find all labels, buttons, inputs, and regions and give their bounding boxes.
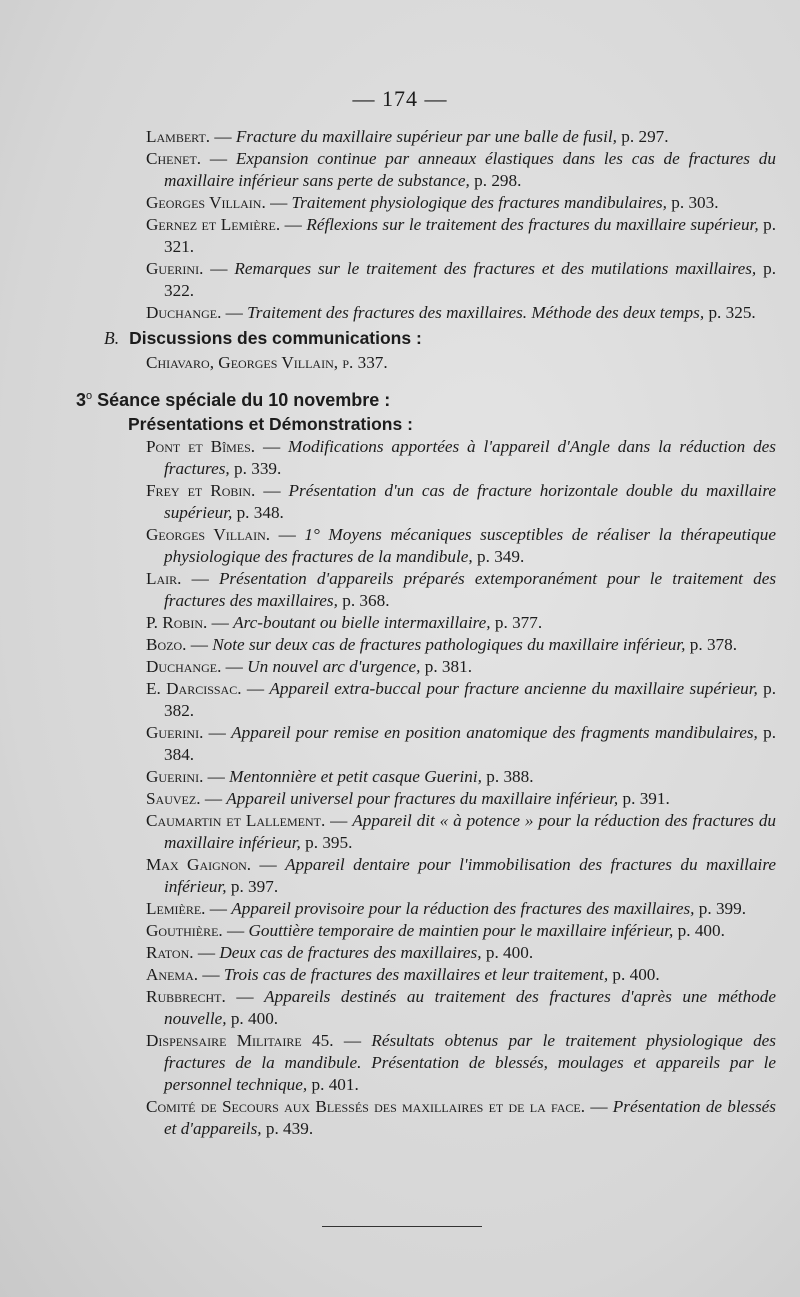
toc-entry: Lair. — Présentation d'appareils préparés extemporanément pour le traitement des fractures des maxillaires, p. 368. <box>146 569 777 610</box>
entry-title: Un nouvel arc d'urgence, <box>247 657 421 676</box>
entry-title: Appareil dit « à potence » pour la réduction des fractures du maxillaire inférieur, <box>164 811 777 852</box>
entry-author: Georges Villain. <box>146 525 271 544</box>
section-b-letter: B. <box>104 328 120 348</box>
entry-page: p. 297. <box>621 127 669 146</box>
entry-author: Lambert. <box>146 127 211 146</box>
entry-page: p. 400. <box>677 921 725 940</box>
toc-entry: Anema. — Trois cas de fractures des maxillaires et leur traitement, p. 400. <box>146 965 660 984</box>
section-3-ordinal: o <box>86 390 93 402</box>
toc-entry: Guerini. — Appareil pour remise en position anatomique des fragments mandibulaires, p. 384. <box>146 723 777 764</box>
section-3-title: Séance spéciale du 10 novembre : <box>97 390 391 410</box>
toc-entry: Guerini. — Mentonnière et petit casque Guerini, p. 388. <box>146 767 534 786</box>
toc-entry: Comité de Secours aux Blessés des maxillaires et de la face. — Présentation de blessés et d'appareils, p. 439. <box>146 1097 776 1138</box>
entry-page: p. 400. <box>612 965 660 984</box>
toc-entry: Bozo. — Note sur deux cas de fractures pathologiques du maxillaire inférieur, p. 378. <box>146 635 738 654</box>
section-3-number: 3 <box>76 390 87 410</box>
entry-author: Max Gaignon. <box>146 855 252 874</box>
entry-title: Réflexions sur le traitement des fractures du maxillaire supérieur, <box>306 215 759 234</box>
entry-author: Chenet. <box>146 149 202 168</box>
entry-page: p. 401. <box>311 1075 359 1094</box>
entry-author: Duchange. <box>146 657 222 676</box>
entry-title: Traitement des fractures des maxillaires. Méthode des deux temps, <box>247 303 705 322</box>
entry-author: E. Darcissac. <box>146 679 242 698</box>
entry-page: p. 400. <box>485 943 534 962</box>
entry-page: p. 388. <box>486 767 534 786</box>
toc-entry: E. Darcissac. — Appareil extra-buccal pour fracture ancienne du maxillaire supérieur, p. 382. <box>146 679 777 720</box>
toc-entry: Raton. — Deux cas de fractures des maxillaires, p. 400. <box>146 943 534 962</box>
toc-entry: Gouthière. — Gouttière temporaire de maintien pour le maxillaire inférieur, p. 400. <box>146 921 725 940</box>
entry-page: p. 397. <box>230 877 279 896</box>
toc-entry: Guerini. — Remarques sur le traitement des fractures et des mutilations maxillaires, p. 322. <box>146 259 776 300</box>
section-b-authors: Chiavaro, Georges Villain, p. 337. <box>146 353 388 372</box>
toc-entry: Lambert. — Fracture du maxillaire supérieur par une balle de fusil, p. 297. <box>146 127 669 146</box>
entry-author: Gernez et Lemière. <box>146 215 281 234</box>
entry-page: p. 382. <box>164 679 777 720</box>
toc-entry: Lemière. — Appareil provisoire pour la réduction des fractures des maxillaires, p. 399. <box>146 899 747 918</box>
toc-entry: Duchange. — Un nouvel arc d'urgence, p. 381. <box>146 657 472 676</box>
entry-author: Gouthière. <box>146 921 223 940</box>
section-b-line <box>146 352 776 374</box>
entry-title: Modifications apportées à l'appareil d'Angle dans la réduction des fractures, <box>164 437 776 478</box>
entry-title: Appareil pour remise en position anatomique des fragments mandibulaires, <box>231 723 758 742</box>
entry-page: p. 400. <box>230 1009 279 1028</box>
toc-entry: P. Robin. — Arc-boutant ou bielle intermaxillaire, p. 377. <box>146 613 543 632</box>
entry-title: Présentation de blessés et d'appareils, <box>164 1097 776 1138</box>
entry-page: p. 439. <box>265 1119 314 1138</box>
toc-entry: Pont et Bîmes. — Modifications apportées à l'appareil d'Angle dans la réduction des fractures, p. 339. <box>146 437 776 478</box>
entries-top <box>0 126 800 324</box>
entry-page: p. 349. <box>477 547 525 566</box>
entry-title: Mentonnière et petit casque Guerini, <box>229 767 482 786</box>
entry-author: Sauvez. <box>146 789 201 808</box>
entry-author: Anema. <box>146 965 199 984</box>
entry-title: Arc-boutant ou bielle intermaxillaire, <box>233 613 491 632</box>
entry-page: p. 321. <box>164 215 776 256</box>
entry-author: Guerini. <box>146 767 204 786</box>
entry-author: Comité de Secours aux Blessés des maxillaires et de la face. <box>146 1097 586 1116</box>
toc-entry: Chenet. — Expansion continue par anneaux élastiques dans les cas de fractures du maxillaire inférieur sans perte de substance, p. 298. <box>146 149 776 190</box>
section-3-heading <box>76 384 800 412</box>
entry-page: p. 339. <box>234 459 282 478</box>
closing-rule <box>322 1226 482 1227</box>
section-b-heading <box>104 326 800 350</box>
entry-author: Lemière. <box>146 899 206 918</box>
entry-title: Appareil dentaire pour l'immobilisation des fractures du maxillaire inférieur, <box>164 855 777 896</box>
entry-author: Caumartin et Lallement. <box>146 811 326 830</box>
toc-entry: Dispensaire Militaire 45. — Résultats obtenus par le traitement physiologique des fractures de la mandibule. Présentation de blessés, moulages et appareils par le personnel technique, p. 401. <box>146 1031 776 1094</box>
entry-title: Deux cas de fractures des maxillaires, <box>219 943 482 962</box>
entry-author: Lair. <box>146 569 182 588</box>
toc-entry: Max Gaignon. — Appareil dentaire pour l'immobilisation des fractures du maxillaire inférieur, p. 397. <box>146 855 777 896</box>
entry-title: Présentation d'un cas de fracture horizontale double du maxillaire supérieur, <box>164 481 777 522</box>
entry-title: Fracture du maxillaire supérieur par une balle de fusil, <box>235 127 617 146</box>
entry-title: Note sur deux cas de fractures pathologiques du maxillaire inférieur, <box>212 635 686 654</box>
toc-entry: Rubbrecht. — Appareils destinés au traitement des fractures d'après une méthode nouvelle, p. 400. <box>146 987 776 1028</box>
entry-page: p. 348. <box>236 503 284 522</box>
entry-page: p. 322. <box>164 259 776 300</box>
entry-title: 1° Moyens mécaniques susceptibles de réaliser la thérapeutique physiologique des fractures de la mandibule, <box>164 525 777 566</box>
entry-title: Traitement physiologique des fractures mandibulaires, <box>291 193 667 212</box>
entry-title: Appareil extra-buccal pour fracture ancienne du maxillaire supérieur, <box>269 679 758 698</box>
entry-title: Gouttière temporaire de maintien pour le maxillaire inférieur, <box>248 921 674 940</box>
entry-author: Duchange. <box>146 303 222 322</box>
section-b-title: Discussions des communications : <box>129 328 422 348</box>
entry-page: p. 381. <box>424 657 472 676</box>
entry-author: Pont et Bîmes. <box>146 437 256 456</box>
entry-title: Appareil universel pour fractures du maxillaire inférieur, <box>226 789 619 808</box>
entry-author: Dispensaire Militaire 45. <box>146 1031 334 1050</box>
entries-bottom <box>0 436 800 1140</box>
entry-title: Expansion continue par anneaux élastiques dans les cas de fractures du maxillaire inférieur sans perte de substance, <box>164 149 776 190</box>
entry-page: p. 368. <box>342 591 390 610</box>
entry-author: Georges Villain. <box>146 193 266 212</box>
entry-author: Bozo. <box>146 635 187 654</box>
toc-entry: Georges Villain. — Traitement physiologique des fractures mandibulaires, p. 303. <box>146 193 719 212</box>
entry-author: P. Robin. <box>146 613 208 632</box>
entry-author: Guerini. <box>146 723 204 742</box>
entry-page: p. 391. <box>622 789 670 808</box>
entry-author: Frey et Robin. <box>146 481 256 500</box>
entry-author: Raton. <box>146 943 194 962</box>
entry-title: Présentation d'appareils préparés extemporanément pour le traitement des fractures des maxillaires, <box>164 569 777 610</box>
entry-page: p. 303. <box>671 193 719 212</box>
subheading: Présentations et Démonstrations : <box>128 414 413 434</box>
entry-title: Résultats obtenus par le traitement physiologique des fractures de la mandibule. Présentation de blessés, moulages et appareils par le personnel technique, <box>164 1031 776 1094</box>
table-of-contents <box>0 126 800 1140</box>
toc-entry: Caumartin et Lallement. — Appareil dit « à potence » pour la réduction des fractures du maxillaire inférieur, p. 395. <box>146 811 777 852</box>
entry-page: p. 377. <box>494 613 543 632</box>
toc-entry: Sauvez. — Appareil universel pour fractures du maxillaire inférieur, p. 391. <box>146 789 670 808</box>
entry-title: Trois cas de fractures des maxillaires et leur traitement, <box>223 965 609 984</box>
entry-title: Appareils destinés au traitement des fractures d'après une méthode nouvelle, <box>164 987 776 1028</box>
entry-title: Appareil provisoire pour la réduction des fractures des maxillaires, <box>231 899 695 918</box>
page-number: — 174 — <box>352 86 448 111</box>
entry-page: p. 378. <box>689 635 738 654</box>
toc-entry: Georges Villain. — 1° Moyens mécaniques susceptibles de réaliser la thérapeutique physiologique des fractures de la mandibule, p. 349. <box>146 525 777 566</box>
entry-page: p. 325. <box>708 303 756 322</box>
entry-page: p. 384. <box>164 723 777 764</box>
entry-author: Guerini. <box>146 259 204 278</box>
entry-page: p. 399. <box>698 899 747 918</box>
toc-entry: Duchange. — Traitement des fractures des maxillaires. Méthode des deux temps, p. 325. <box>146 303 756 322</box>
toc-entry: Gernez et Lemière. — Réflexions sur le traitement des fractures du maxillaire supérieur, p. 321. <box>146 215 776 256</box>
entry-page: p. 395. <box>305 833 353 852</box>
toc-entry: Frey et Robin. — Présentation d'un cas de fracture horizontale double du maxillaire supérieur, p. 348. <box>146 481 777 522</box>
entry-author: Rubbrecht. <box>146 987 226 1006</box>
entry-page: p. 298. <box>474 171 522 190</box>
entry-title: Remarques sur le traitement des fractures et des mutilations maxillaires, <box>234 259 757 278</box>
